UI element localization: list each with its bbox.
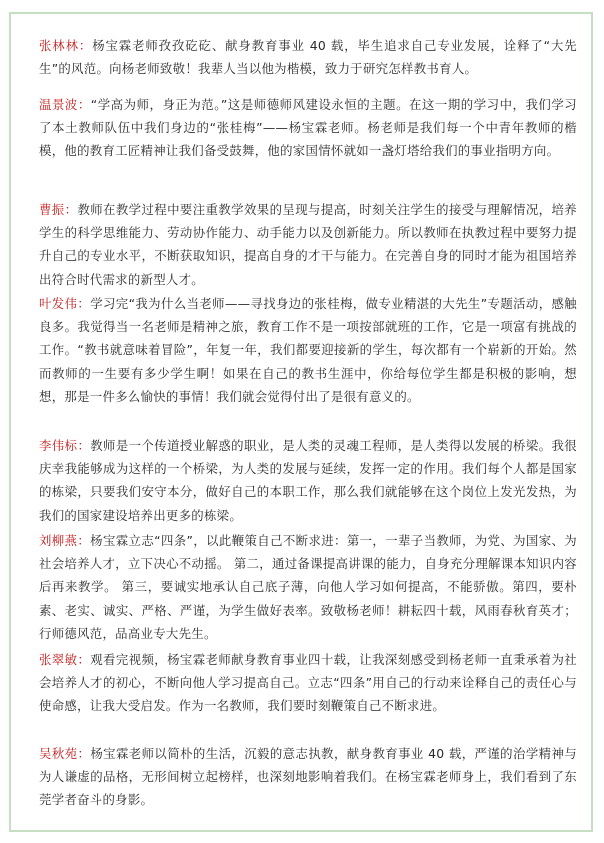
comment-entry (39, 198, 577, 291)
commenter-name: 张翠敏 (39, 652, 78, 667)
name-separator: ： (77, 533, 91, 548)
comment-text: 杨宝霖老师以简朴的生活，沉毅的意志执教，献身教育事业 40 载，严谨的治学精神与为人谦虚的品格，无形间树立起榜样，也深刻地影响着我们。在杨宝霖老师身上，我们看到了东莞学者奋斗的身影。 (39, 746, 577, 808)
comment-entry (39, 93, 577, 163)
commenter-name: 张林林 (39, 38, 79, 53)
comment-text: “学高为师，身正为范。”这是师德师风建设永恒的主题。在这一期的学习中，我们学习了本土教师队伍中我们身边的“张桂梅”——杨宝霖老师。杨老师是我们每一个中青年教师的楷模，他的教育工匠精神让我们备受鼓舞，他的家国情怀就如一盏灯塔给我们的事业指明方向。 (39, 97, 578, 159)
name-separator: ： (77, 438, 91, 453)
comment-text: 观看完视频，杨宝霖老师献身教育事业四十载，让我深刻感受到杨老师一直秉承着为社会培养人才的初心，不断向他人学习提高自己。立志“四条”用自己的行动来诠释自己的责任心与使命感，让我大受启发。作为一名教师，我们要时刻鞭策自己不断求进。 (39, 652, 577, 714)
name-separator: ： (77, 97, 91, 112)
comment-text: 教师在教学过程中要注重教学效果的呈现与提高，时刻关注学生的接受与理解情况，培养学生的科学思维能力、劳动协作能力、动手能力以及创新能力。所以教师在执教过程中要努力提升自己的专业水平，不断获取知识，提高自身的才干与能力。在完善自身的同时才能为祖国培养出符合时代需求的新型人才。 (39, 202, 577, 287)
comment-entry (39, 34, 577, 80)
name-separator: ： (77, 652, 91, 667)
name-separator: ： (77, 296, 91, 311)
comment-entry (39, 648, 577, 718)
comment-entry (39, 529, 577, 645)
commenter-name: 刘柳燕 (39, 533, 78, 548)
name-separator: ： (64, 202, 78, 217)
commenter-name: 温景波 (39, 97, 78, 112)
article-frame (9, 12, 593, 832)
comment-text: 杨宝霖立志“四条”，以此鞭策自己不断求进：第一，一辈子当教师，为党、为国家、为社会培养人才，立下决心不动摇。 第二，通过备课提高讲课的能力，自身充分理解课本知识内容后再来教学。 第三，要诚实地承认自己底子薄，向他人学习如何提高，不能骄傲。第四，要朴素、老实、诚实、严格、严谨，为学生做好表率。致敬杨老师！耕耘四十载，风雨春秋育英才；行师德风范，品高业专大先生。 (39, 533, 577, 641)
comment-text: 教师是一个传道授业解惑的职业，是人类的灵魂工程师，是人类得以发展的桥梁。我很庆幸我能够成为这样的一个桥梁，为人类的发展与延续，发挥一定的作用。我们每个人都是国家的栋梁，只要我们安守本分，做好自己的本职工作，那么我们就能够在这个岗位上发光发热，为我们的国家建设培养出更多的栋梁。 (39, 438, 577, 523)
comment-list (11, 14, 591, 830)
comment-text: 学习完“我为什么当老师——寻找身边的张桂梅，做专业精湛的大先生”专题活动，感触良多。我觉得当一名老师是精神之旅，教育工作不是一项按部就班的工作，它是一项富有挑战的工作。“教书就意味着冒险”，年复一年，我们都要迎接新的学生，每次都有一个崭新的开始。然而教师的一生要有多少学生啊！如果在自己的教书生涯中，你给每位学生都是积极的影响，想想，那是一件多么愉快的事情！我们就会觉得付出了是很有意义的。 (39, 296, 577, 404)
commenter-name: 吴秋苑 (39, 746, 78, 761)
comment-text: 杨宝霖老师孜孜矻矻、献身教育事业 40 载，毕生追求自己专业发展，诠释了“大先生”的风范。向杨老师致敬！我辈人当以他为楷模，致力于研究怎样教书育人。 (39, 38, 577, 77)
comment-entry (39, 434, 577, 527)
comment-entry (39, 292, 577, 408)
name-separator: ： (78, 38, 93, 53)
commenter-name: 叶发伟 (39, 296, 78, 311)
name-separator: ： (77, 746, 91, 761)
commenter-name: 李伟标 (39, 438, 78, 453)
comment-entry (39, 742, 577, 812)
commenter-name: 曹振 (39, 202, 65, 217)
